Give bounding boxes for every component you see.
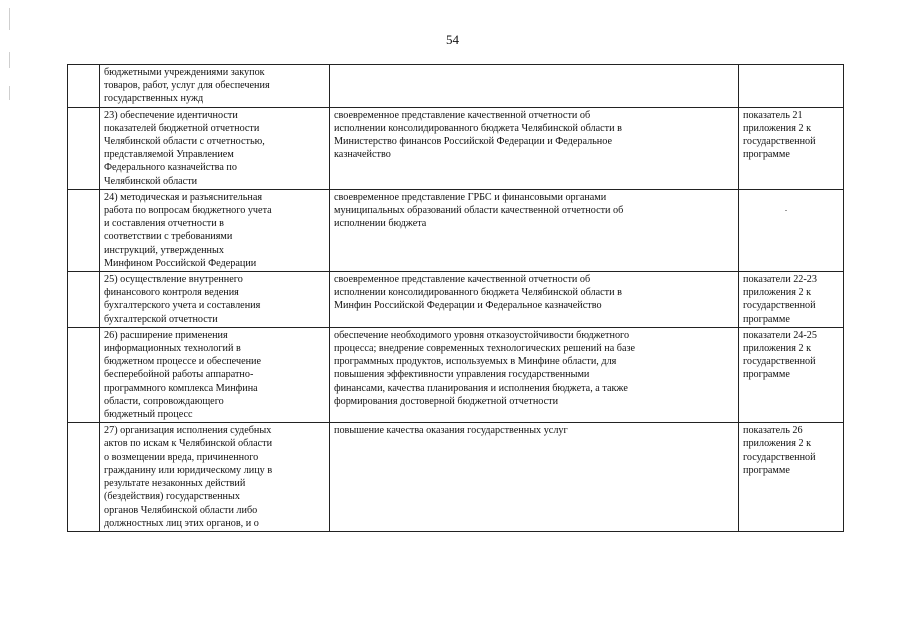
table-row: [68, 189, 844, 271]
indicator-cell: [739, 65, 844, 108]
result-cell: своевременное представление ГРБС и финансовыми органами муниципальных образований области качественной отчетности об исполнении бюджета: [330, 189, 739, 271]
row-number-cell: [68, 327, 100, 422]
scan-mark: [9, 86, 10, 100]
row-number-cell: [68, 189, 100, 271]
indicator-cell: показатели 22-23 приложения 2 к государственной программе: [739, 272, 844, 328]
row-number-cell: [68, 65, 100, 108]
document-table: [67, 64, 819, 532]
task-cell: 24) методическая и разъяснительная работа по вопросам бюджетного учета и составления отчетности в соответствии с требованиями инструкций, утвержденных Минфином Российской Федерации: [100, 189, 330, 271]
result-cell: [330, 65, 739, 108]
task-cell: 23) обеспечение идентичности показателей бюджетной отчетности Челябинской области с отчетностью, представляемой Управлением Федерального казначейства по Челябинской области: [100, 107, 330, 189]
row-number-cell: [68, 423, 100, 532]
scan-mark: [9, 8, 10, 30]
indicator-cell: показатель 21 приложения 2 к государственной программе: [739, 107, 844, 189]
scan-mark: [9, 52, 10, 68]
row-number-cell: [68, 107, 100, 189]
task-cell: 25) осуществление внутреннего финансового контроля ведения бухгалтерского учета и составления бухгалтерской отчетности: [100, 272, 330, 328]
indicator-cell: [739, 189, 844, 271]
result-cell: обеспечение необходимого уровня отказоустойчивости бюджетного процесса; внедрение современных технологических решений на базе программных продуктов, используемых в Минфине области, для повышения эффективности управления государственными финансами, качества планирования и исполнения бюджета, а также формирования достоверной бюджетной отчетности: [330, 327, 739, 422]
task-cell: 27) организация исполнения судебных актов по искам к Челябинской области о возмещении вреда, причиненного гражданину или юридическому лицу в результате незаконных действий (бездействия) государственных органов Челябинской области либо должностных лиц этих органов, и о: [100, 423, 330, 532]
table-row: [68, 107, 844, 189]
row-number-cell: [68, 272, 100, 328]
indicator-cell: показатель 26 приложения 2 к государственной программе: [739, 423, 844, 532]
table-row: [68, 423, 844, 532]
result-cell: своевременное представление качественной отчетности об исполнении консолидированного бюджета Челябинской области в Министерство финансов Российской Федерации и Федеральное казначейство: [330, 107, 739, 189]
task-cell: бюджетными учреждениями закупок товаров, работ, услуг для обеспечения государственных нужд: [100, 65, 330, 108]
table-row: [68, 327, 844, 422]
page-number: 54: [446, 32, 459, 47]
table-row: [68, 272, 844, 328]
indicator-cell: показатели 24-25 приложения 2 к государственной программе: [739, 327, 844, 422]
task-cell: 26) расширение применения информационных технологий в бюджетном процессе и обеспечение бесперебойной работы аппаратно- программного комплекса Минфина области, сопровождающего бюджетный процесс: [100, 327, 330, 422]
result-cell: своевременное представление качественной отчетности об исполнении консолидированного бюджета Челябинской области в Минфин Российской Федерации и Федеральное казначейство: [330, 272, 739, 328]
result-cell: повышение качества оказания государственных услуг: [330, 423, 739, 532]
table-row: [68, 65, 844, 108]
